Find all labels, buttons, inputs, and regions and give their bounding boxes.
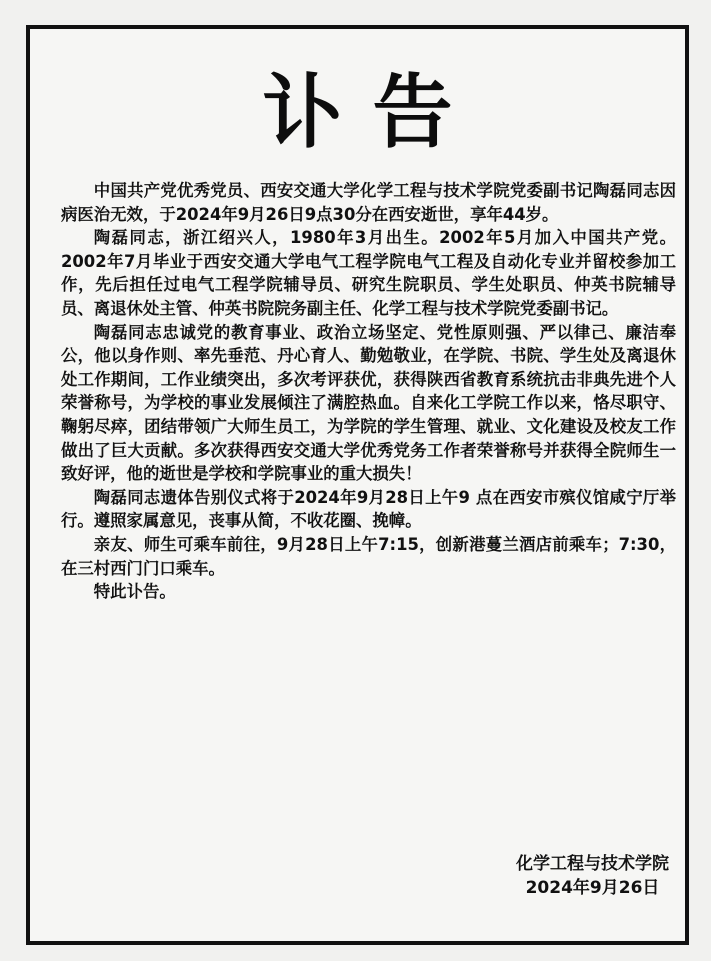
paragraph-closing: 特此讣告。 [93, 582, 176, 602]
paragraph-announcement: 中国共产党优秀党员、西安交通大学化学工程与技术学院党委副书记陶磊同志因病医治无效，于2024年9月26日9点30分在西安逝世，享年44岁。 [61, 181, 676, 224]
signature-block [516, 852, 669, 900]
notice-title: 讣告 [262, 66, 483, 159]
notice-body [61, 179, 676, 604]
signature-date: 2024年9月26日 [525, 878, 660, 898]
signature-organization: 化学工程与技术学院 [516, 854, 669, 874]
paragraph-transport: 亲友、师生可乘车前往，9月28日上午7:15，创新港蔓兰酒店前乘车；7:30，在三村西门门口乘车。 [61, 534, 676, 578]
paragraph-achievements: 陶磊同志忠诚党的教育事业、政治立场坚定、党性原则强、严以律己、廉洁奉公，他以身作则、率先垂范、丹心育人、勤勉敬业，在学院、书院、学生处及离退休处工作期间，工作业绩突出，多次考评获优，获得陕西省教育系统抗击非典先进个人荣誉称号，为学校的事业发展倾注了满腔热血。自来化工学院工作以来，恪尽职守、鞠躬尽瘁，团结带领广大师生员工，为学院的学生管理、就业、文化建设及校友工作做出了巨大贡献。多次获得西安交通大学优秀党务工作者荣誉称号并获得全院师生一致好评，他的逝世是学校和学院事业的重大损失！ [61, 322, 676, 484]
paragraph-biography: 陶磊同志，浙江绍兴人，1980年3月出生。2002年5月加入中国共产党。2002年7月毕业于西安交通大学电气工程学院电气工程及自动化专业并留校参加工作，先后担任过电气工程学院辅导员、研究生院职员、学生处职员、仲英书院辅导员、离退休处主管、仲英书院院务副主任、化学工程与技术学院党委副书记。 [61, 228, 676, 318]
notice-frame [26, 25, 689, 945]
paragraph-farewell-ceremony: 陶磊同志遗体告别仪式将于2024年9月28日上午9 点在西安市殡仪馆咸宁厅举行。遵照家属意见，丧事从简，不收花圈、挽幛。 [61, 487, 676, 531]
